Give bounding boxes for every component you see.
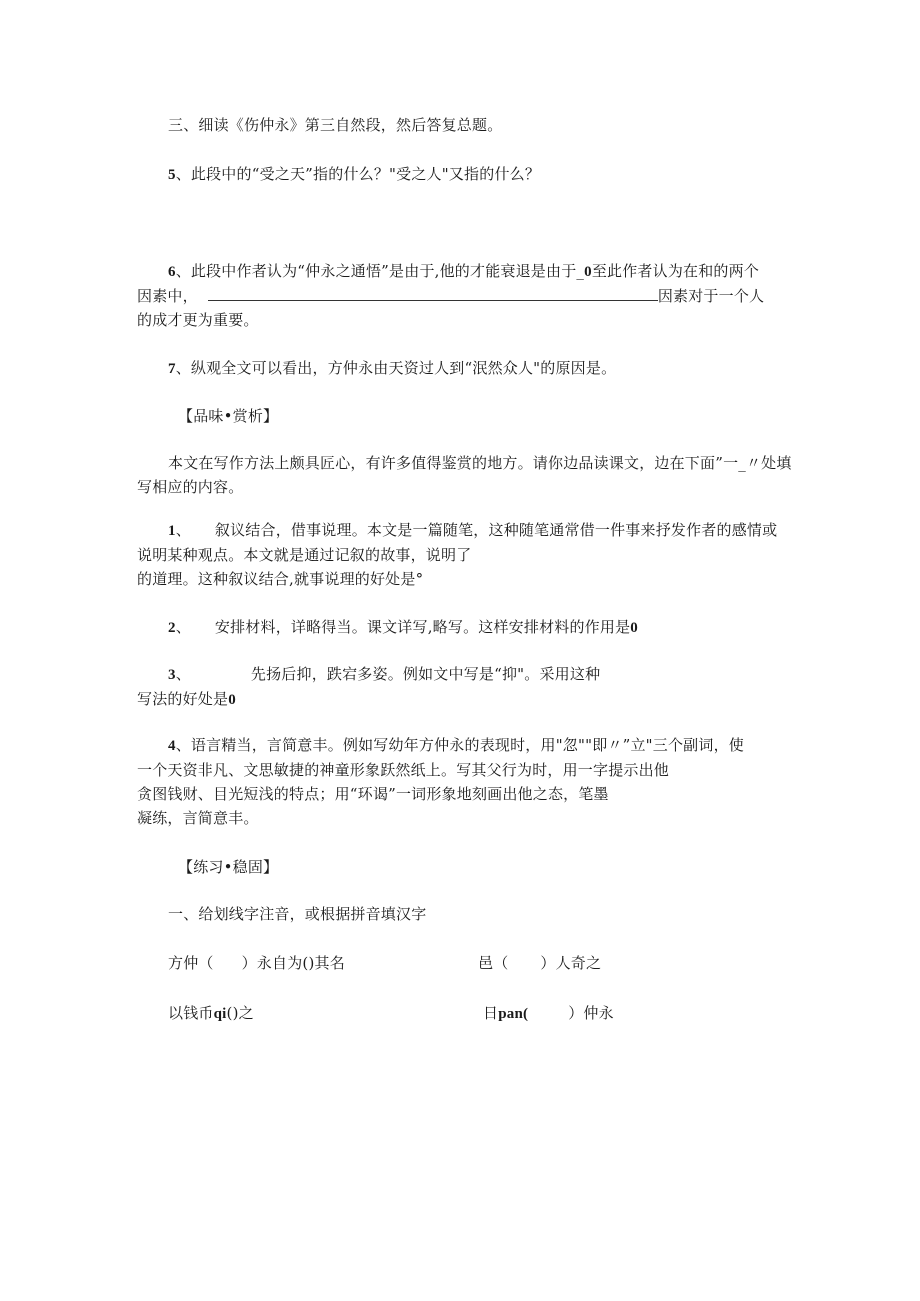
fill-b-pre: 邑（ bbox=[478, 954, 509, 972]
fill-a-pre: 方仲（ bbox=[168, 954, 214, 972]
question-6-line3: 的成才更为重要。 bbox=[137, 311, 259, 329]
item-2-end: 0 bbox=[630, 620, 638, 636]
fill-c-post: ()之 bbox=[226, 1004, 254, 1022]
appreciation-intro-line1: 本文在写作方法上颇具匠心，有许多值得鉴赏的地方。请你边品读课文，边在下面”一_〃处填 bbox=[168, 454, 792, 472]
exercise-1-heading: 一、给划线字注音，或根据拼音填汉字 bbox=[168, 905, 427, 923]
question-6-line2-a: 因素中， bbox=[137, 287, 198, 305]
question-7-number: 7 bbox=[168, 361, 176, 377]
item-3-text: 先扬后抑，跌宕多姿。例如文中写是“抑"。采用这种 bbox=[250, 665, 601, 683]
question-5-number: 5 bbox=[168, 167, 176, 183]
item-4-line1 bbox=[168, 735, 744, 756]
question-6-line2 bbox=[137, 286, 764, 306]
item-3-end: 0 bbox=[228, 692, 236, 708]
item-2 bbox=[168, 617, 638, 638]
fill-d-pre: 日 bbox=[483, 1004, 499, 1022]
question-6-text-a: 、此段中作者认为“仲永之通悟”是由于,他的才能衰退是由于_ bbox=[175, 262, 585, 280]
item-4-line3: 贪图钱财、目光短浅的特点；用“环谒”一词形象地刻画出他之态，笔墨 bbox=[137, 785, 609, 803]
item-1-line1 bbox=[168, 520, 777, 541]
item-4-number: 4 bbox=[168, 738, 176, 754]
question-7-text: 、纵观全文可以看出，方仲永由天资过人到“泯然众人"的原因是。 bbox=[175, 359, 617, 377]
question-6-text-c: 至此作者认为在和的两个 bbox=[591, 262, 760, 280]
practice-heading: 【练习•稳固】 bbox=[178, 858, 279, 876]
question-6-number: 6 bbox=[168, 264, 176, 280]
item-1-line2: 说明某种观点。本文就是通过记叙的故事，说明了 bbox=[137, 546, 472, 564]
item-4-text: 、语言精当，言简意丰。例如写幼年方仲永的表现时，用"忽""即〃”立"三个副词，使 bbox=[175, 736, 744, 754]
item-1-line3: 的道理。这种叙议结合,就事说理的好处是° bbox=[137, 570, 424, 588]
question-6-line1 bbox=[168, 261, 759, 282]
question-6-zero: 0 bbox=[584, 264, 592, 280]
item-2-sep: 、 bbox=[175, 618, 191, 636]
item-1-text: 叙议结合，借事说理。本文是一篇随笔，这种随笔通常借一件事来抒发作者的感情或 bbox=[214, 521, 778, 539]
appreciation-heading: 【品味•赏析】 bbox=[178, 407, 279, 425]
item-2-text: 安排材料，详略得当。课文详写,略写。这样安排材料的作用是 bbox=[214, 618, 631, 636]
item-1-number: 1 bbox=[168, 523, 176, 539]
section3-heading: 三、细读《伤仲永》第三自然段，然后答复总题。 bbox=[168, 116, 503, 134]
fill-d-post: ）仲永 bbox=[568, 1004, 614, 1022]
item-3-number: 3 bbox=[168, 667, 176, 683]
question-6-line2-b: 因素对于一个人 bbox=[657, 287, 765, 305]
fill-item-a bbox=[168, 953, 345, 973]
item-3-sep: 、 bbox=[175, 665, 191, 683]
fill-d-pinyin: pan( bbox=[498, 1006, 529, 1022]
fill-item-b bbox=[478, 953, 601, 973]
fill-item-d bbox=[483, 1003, 614, 1024]
fill-b-post: ）人奇之 bbox=[540, 954, 602, 972]
item-4-line2: 一个天资非凡、文思敏捷的神童形象跃然纸上。写其父行为时，用一字提示出他 bbox=[137, 761, 670, 779]
fill-c-pre: 以钱币 bbox=[168, 1004, 214, 1022]
item-1-sep: 、 bbox=[175, 521, 191, 539]
fill-c-pinyin: qi bbox=[213, 1006, 227, 1022]
question-5-text: 、此段中的“受之天”指的什么？"受之人"又指的什么？ bbox=[175, 165, 541, 183]
item-3-line2-text: 写法的好处是 bbox=[137, 690, 229, 708]
item-3-line2 bbox=[137, 689, 236, 710]
fill-a-post: ）永自为()其名 bbox=[241, 954, 345, 972]
answer-blank[interactable] bbox=[208, 286, 658, 301]
item-3-line1 bbox=[168, 664, 600, 685]
fill-item-c bbox=[168, 1003, 254, 1024]
question-5 bbox=[168, 164, 540, 185]
item-2-number: 2 bbox=[168, 620, 176, 636]
question-7 bbox=[168, 358, 616, 379]
item-4-line4: 凝练，言简意丰。 bbox=[137, 809, 259, 827]
appreciation-intro-line2: 写相应的内容。 bbox=[137, 478, 244, 496]
